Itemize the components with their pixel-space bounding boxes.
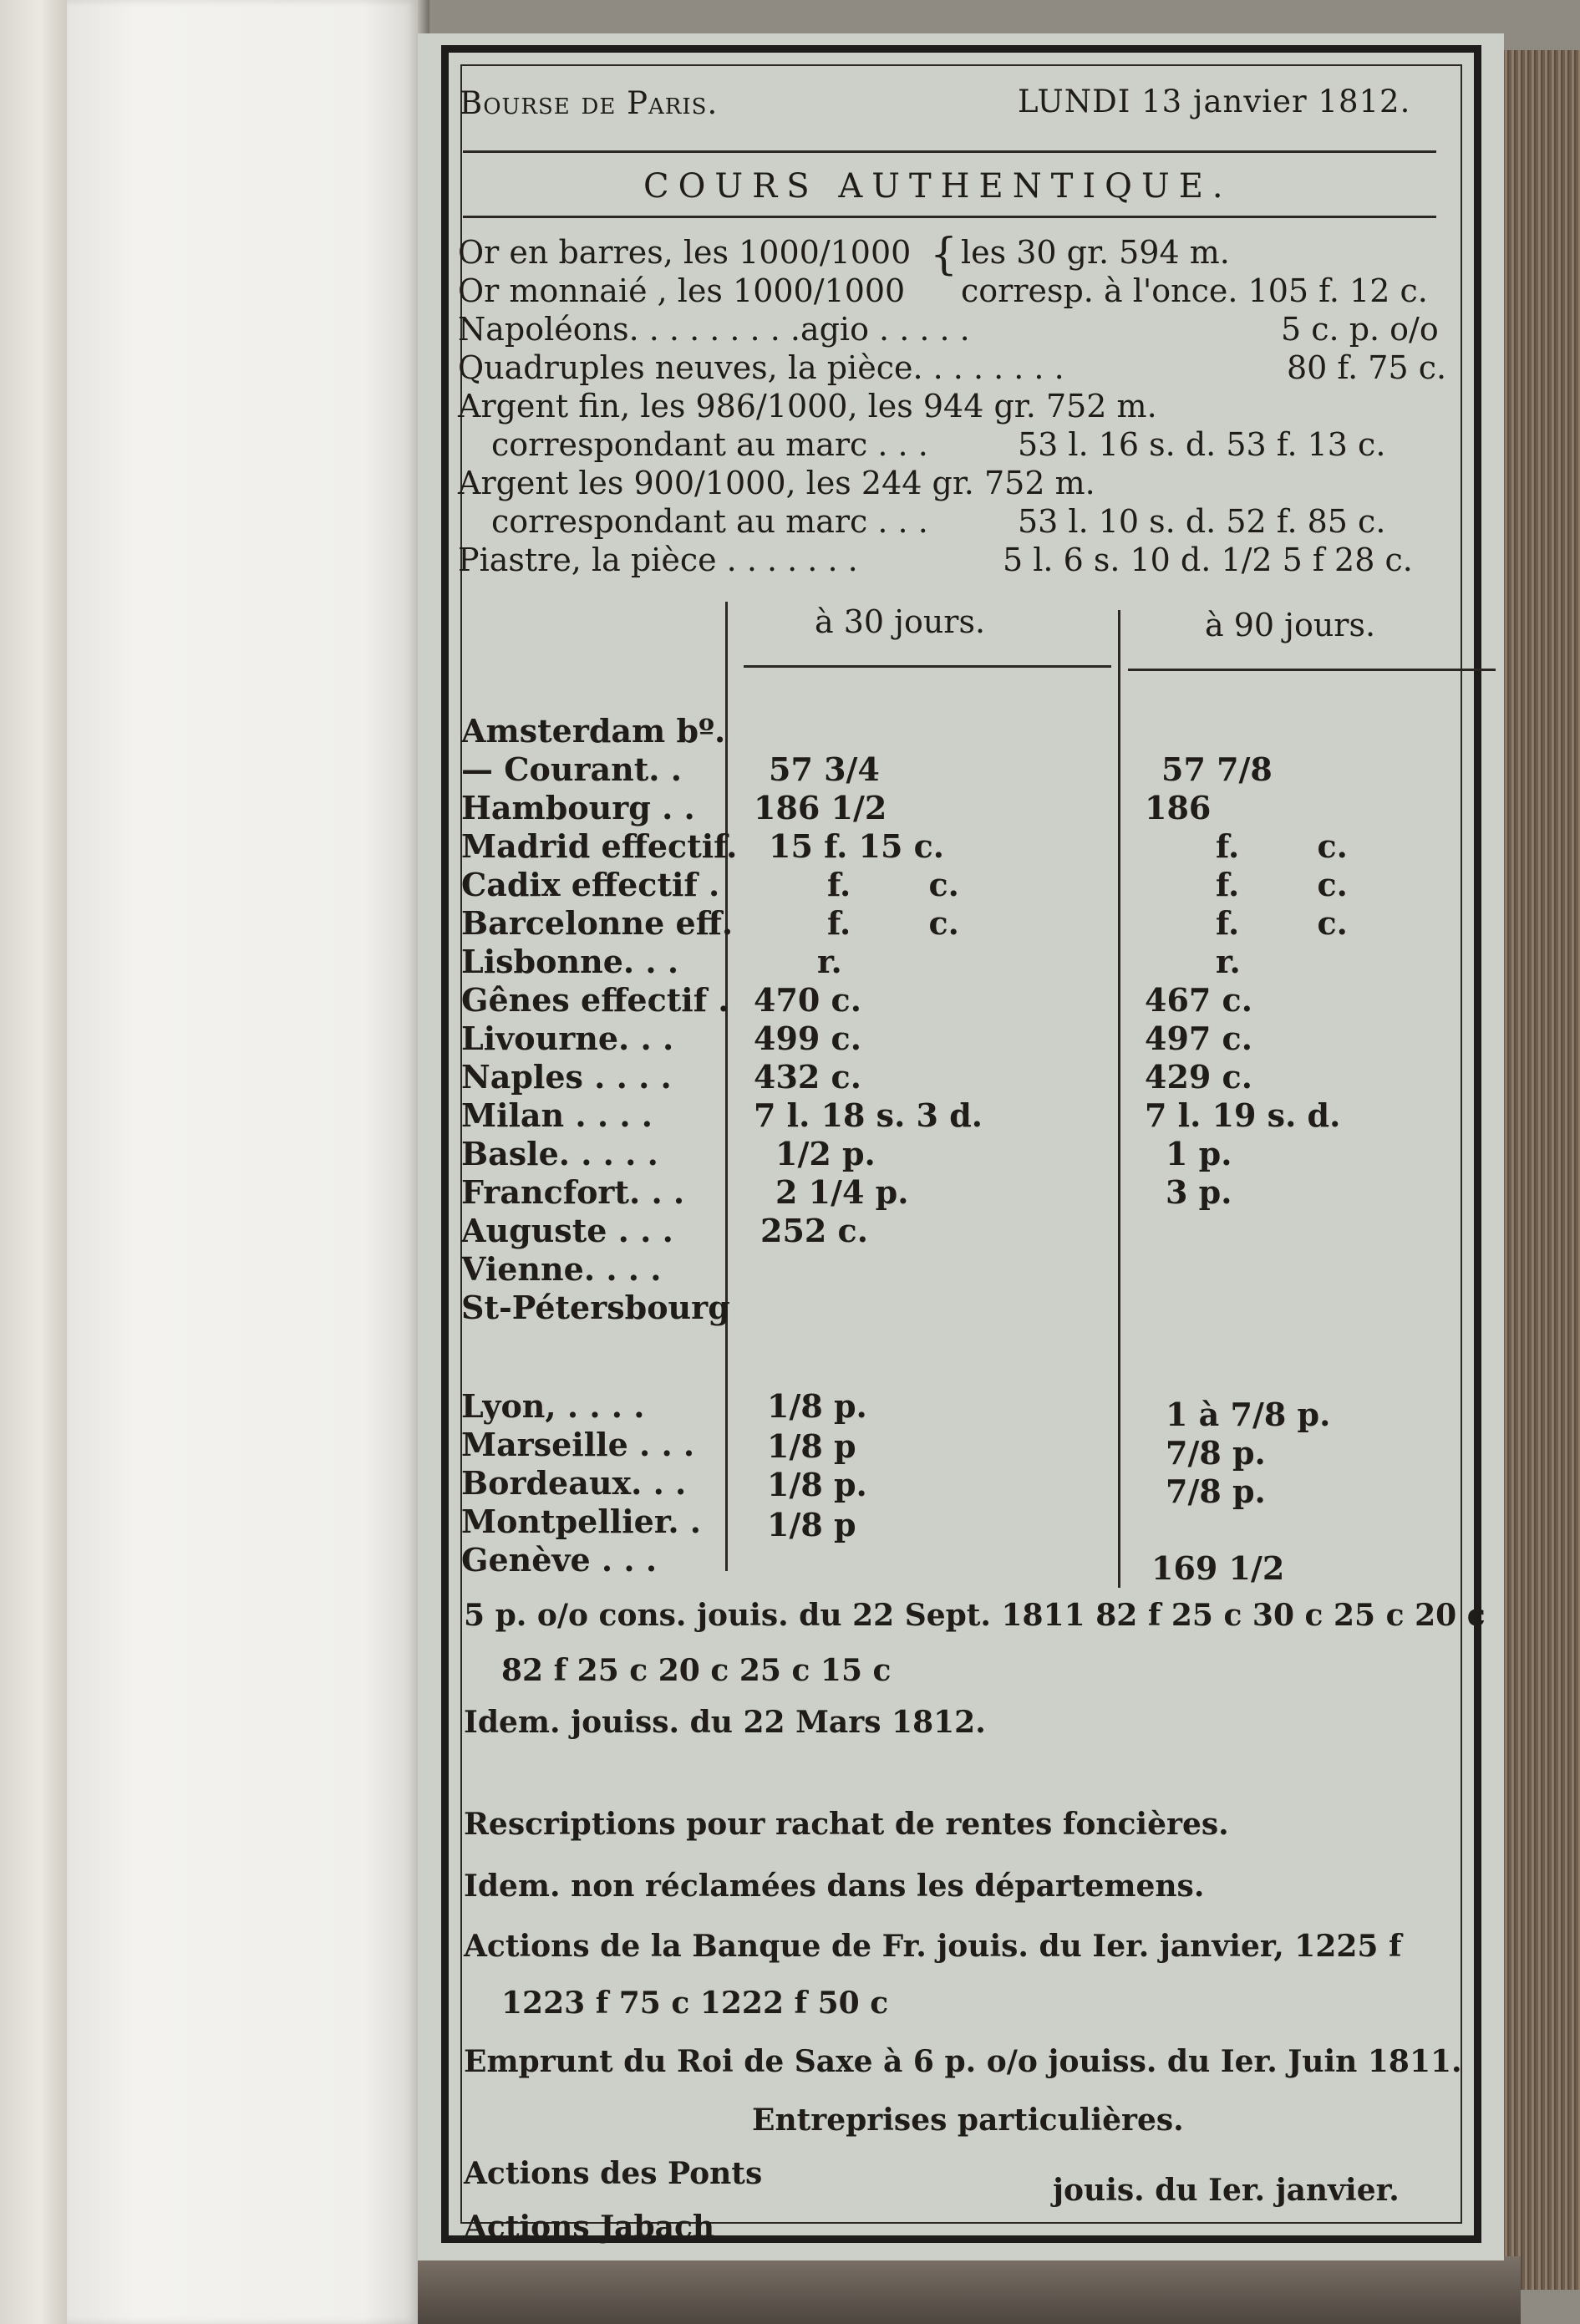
- rate-30: 1/8 p.: [767, 1466, 867, 1503]
- column-divider: [1118, 610, 1120, 1588]
- metal-line: correspondant au marc . . .: [491, 426, 928, 463]
- metal-line: Napoléons. . . . . . . . .agio . . . . .: [458, 311, 970, 348]
- domestic-place: Marseille . . .: [461, 1426, 695, 1463]
- exchange-place: Vienne. . . .: [461, 1250, 662, 1288]
- column-rule: [1128, 669, 1496, 671]
- printed-leaf: [418, 33, 1504, 2260]
- metal-value: 80 f. 75 c.: [1287, 349, 1447, 386]
- page-edges: [1496, 50, 1580, 2290]
- exchange-place: Milan . . . .: [461, 1096, 653, 1134]
- metal-value: 5 c. p. o/o: [1281, 311, 1439, 348]
- page-title: COURS AUTHENTIQUE.: [643, 167, 1232, 206]
- rate-90: f. c.: [1216, 866, 1348, 903]
- rate-30: 1/8 p: [767, 1427, 856, 1465]
- metal-line: Argent fin, les 986/1000, les 944 gr. 752 m.: [458, 388, 1157, 425]
- metal-value: 53 l. 10 s. d. 52 f. 85 c.: [1018, 503, 1386, 540]
- domestic-place: Genève . . .: [461, 1541, 658, 1579]
- entreprises-heading: Entreprises particulières.: [752, 2103, 1184, 2138]
- metal-line: Argent les 900/1000, les 244 gr. 752 m.: [458, 465, 1095, 501]
- exchange-place: Lisbonne. . .: [461, 943, 679, 980]
- exchange-place: Barcelonne eff.: [461, 904, 734, 942]
- rate-30: 499 c.: [754, 1020, 861, 1057]
- column-divider: [725, 602, 728, 1571]
- metal-value: 5 l. 6 s. 10 d. 1/2 5 f 28 c.: [1003, 542, 1413, 578]
- rate-90: 429 c.: [1145, 1058, 1252, 1096]
- rate-90: 497 c.: [1145, 1020, 1252, 1057]
- rate-90: 3 p.: [1166, 1173, 1232, 1211]
- column-rule: [744, 665, 1111, 668]
- rate-90: 7/8 p.: [1166, 1472, 1266, 1510]
- rate-90: 186: [1145, 789, 1212, 826]
- rate-30: 470 c.: [754, 981, 861, 1019]
- rate-90: 7 l. 19 s. d.: [1145, 1096, 1341, 1134]
- metal-line: Quadruples neuves, la pièce. . . . . . . .: [458, 349, 1064, 386]
- header-date: LUNDI 13 janvier 1812.: [1018, 84, 1411, 120]
- exchange-place: Hambourg . .: [461, 789, 695, 826]
- rate-90: 467 c.: [1145, 981, 1252, 1019]
- exchange-place: — Courant. .: [461, 750, 682, 788]
- book-bottom-edge: [418, 2256, 1521, 2324]
- rate-30: 2 1/4 p.: [775, 1173, 909, 1211]
- rate-90: r.: [1216, 943, 1241, 980]
- domestic-place: Bordeaux. . .: [461, 1464, 687, 1502]
- column-header-30: à 30 jours.: [815, 603, 986, 640]
- rate-90: 1 p.: [1166, 1135, 1232, 1172]
- rate-30: f. c.: [827, 866, 959, 903]
- rate-90: f. c.: [1216, 904, 1348, 942]
- exchange-place: Livourne. . .: [461, 1020, 674, 1057]
- rate-30: 57 3/4: [769, 750, 880, 788]
- rate-30: 252 c.: [760, 1212, 868, 1249]
- security-line: 1223 f 75 c 1222 f 50 c: [501, 1986, 889, 2021]
- rente-line: 82 f 25 c 20 c 25 c 15 c: [501, 1653, 892, 1688]
- header-left: Bourse de Paris.: [460, 85, 719, 121]
- brace: {: [930, 230, 958, 280]
- metal-line: Piastre, la pièce . . . . . . .: [458, 542, 858, 578]
- rate-30: 1/8 p.: [767, 1387, 867, 1425]
- metal-line: Or en barres, les 1000/1000: [458, 234, 912, 271]
- exchange-place: Amsterdam bº.: [461, 712, 726, 750]
- rate-30: 186 1/2: [754, 789, 887, 826]
- exchange-place: Cadix effectif .: [461, 866, 720, 903]
- security-line: Rescriptions pour rachat de rentes foncières.: [464, 1807, 1229, 1842]
- header-rule: [463, 150, 1436, 153]
- exchange-place: Auguste . . .: [461, 1212, 673, 1249]
- rate-30: 432 c.: [754, 1058, 861, 1096]
- exchange-place: Francfort. . .: [461, 1173, 685, 1211]
- exchange-place: Madrid effectif.: [461, 827, 738, 865]
- blank-facing-page: [67, 0, 418, 2324]
- exchange-place: St-Pétersbourg: [461, 1289, 730, 1326]
- security-line: Idem. non réclamées dans les départemens.: [464, 1869, 1205, 1904]
- exchange-place: Basle. . . . .: [461, 1135, 658, 1172]
- rate-30: 15 f. 15 c.: [769, 827, 945, 865]
- security-line: Emprunt du Roi de Saxe à 6 p. o/o jouiss. du Ier. Juin 1811.: [464, 2044, 1462, 2079]
- rente-line: Idem. jouiss. du 22 Mars 1812.: [464, 1705, 986, 1740]
- rate-90: f. c.: [1216, 827, 1348, 865]
- rate-30: 1/8 p: [767, 1506, 856, 1543]
- rate-90: 7/8 p.: [1166, 1434, 1266, 1472]
- metal-line: correspondant au marc . . .: [491, 503, 928, 540]
- domestic-place: Lyon, . . . .: [461, 1387, 645, 1425]
- rate-90: 1 à 7/8 p.: [1166, 1396, 1331, 1433]
- rate-90: 169 1/2: [1151, 1549, 1285, 1587]
- exchange-place: Naples . . . .: [461, 1058, 672, 1096]
- security-line: Actions de la Banque de Fr. jouis. du Ier. janvier, 1225 f: [464, 1929, 1402, 1964]
- exchange-place: Gênes effectif .: [461, 981, 729, 1019]
- entreprise-jouis: jouis. du Ier. janvier.: [1053, 2173, 1400, 2208]
- domestic-place: Montpellier. .: [461, 1503, 702, 1540]
- metal-value: les 30 gr. 594 m.: [961, 234, 1230, 271]
- rate-90: 57 7/8: [1161, 750, 1273, 788]
- rate-30: 1/2 p.: [775, 1135, 876, 1172]
- metal-value: 53 l. 16 s. d. 53 f. 13 c.: [1018, 426, 1386, 463]
- title-rule: [463, 216, 1436, 218]
- rente-line: 5 p. o/o cons. jouis. du 22 Sept. 1811 82 f 25 c 30 c 25 c 20 c: [464, 1598, 1486, 1633]
- metal-line: Or monnaié , les 1000/1000: [458, 272, 906, 309]
- rate-30: r.: [817, 943, 842, 980]
- metal-value: corresp. à l'once. 105 f. 12 c.: [961, 272, 1428, 309]
- entreprise-line: Actions des Ponts: [464, 2156, 763, 2191]
- entreprise-line: Actions Jabach: [464, 2210, 715, 2245]
- rate-30: f. c.: [827, 904, 959, 942]
- rate-30: 7 l. 18 s. 3 d.: [754, 1096, 983, 1134]
- left-page-edge: [0, 0, 67, 2324]
- column-header-90: à 90 jours.: [1205, 607, 1376, 643]
